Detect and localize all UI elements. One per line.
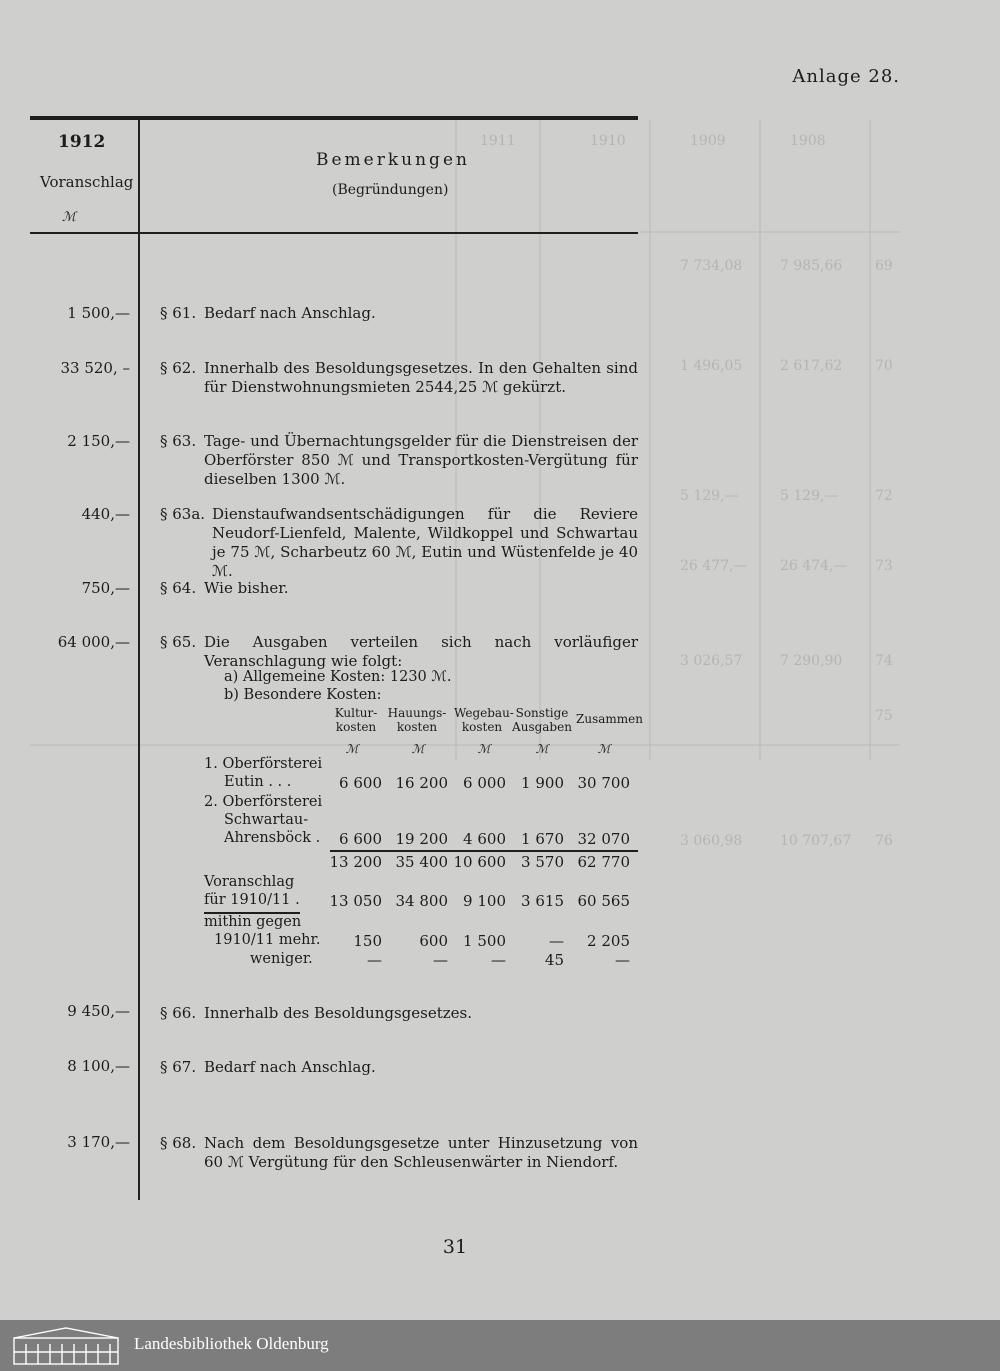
svg-text:7 290,90: 7 290,90 <box>780 653 843 669</box>
svg-text:76: 76 <box>875 833 893 849</box>
svg-text:7 985,66: 7 985,66 <box>780 258 843 274</box>
amount-65: 64 000,— <box>57 633 130 651</box>
text-63a: Dienstaufwandsentschädigungen für die Reviere Neudorf-Lienfeld, Malente, Wildkoppel und Schwartau je 75 ℳ, Scharbeutz 60 ℳ, Eutin und Wüstenfelde je 40 ℳ. <box>212 505 638 580</box>
less-sonstige: 45 <box>544 951 564 969</box>
amount-68: 3 170,— <box>67 1133 130 1151</box>
column-voranschlag: Voranschlag <box>40 173 134 191</box>
section-62: § 62. <box>160 359 197 377</box>
column-year: 1912 <box>58 132 106 152</box>
svg-text:69: 69 <box>875 258 893 274</box>
amount-67: 8 100,— <box>67 1057 130 1075</box>
annex-label: Anlage 28. <box>792 66 900 87</box>
svg-text:1909: 1909 <box>690 133 726 149</box>
col-zusammen: Zusammen <box>576 712 643 726</box>
svg-text:10 707,67: 10 707,67 <box>780 833 852 849</box>
svg-text:73: 73 <box>875 558 893 574</box>
text-65: Die Ausgaben verteilen sich nach vorläufiger Veranschlagung wie folgt: <box>204 633 638 670</box>
section-63a: § 63a. <box>160 505 206 523</box>
more-hauung: 600 <box>419 932 448 950</box>
svg-text:3 060,98: 3 060,98 <box>680 833 743 849</box>
unit-4: ℳ <box>535 742 549 756</box>
unit-2: ℳ <box>411 742 425 756</box>
sum-rule <box>330 850 638 852</box>
svg-text:5 129,—: 5 129,— <box>780 488 839 504</box>
row2-kultur: 6 600 <box>339 830 382 848</box>
amount-61: 1 500,— <box>67 304 130 322</box>
unit-5: ℳ <box>597 742 611 756</box>
sec65-special-costs: b) Besondere Kosten: <box>224 687 382 703</box>
svg-text:5 129,—: 5 129,— <box>680 488 739 504</box>
svg-text:75: 75 <box>875 708 893 724</box>
section-63: § 63. <box>160 432 197 450</box>
col-wegebaukosten: Wegebau- kosten <box>454 706 514 734</box>
section-66: § 66. <box>160 1004 197 1022</box>
svg-text:7 734,08: 7 734,08 <box>680 258 743 274</box>
sum-hauung: 35 400 <box>395 853 448 871</box>
row1-label: 1. Oberförsterei <box>204 756 323 772</box>
row1-sonstige: 1 900 <box>521 774 564 792</box>
text-67: Bedarf nach Anschlag. <box>204 1058 376 1076</box>
svg-text:1910: 1910 <box>590 133 626 149</box>
prev-zusammen: 60 565 <box>577 892 630 910</box>
prev-sonstige: 3 615 <box>521 892 564 910</box>
row1-sublabel: Eutin . . . <box>224 774 292 790</box>
prev-kultur: 13 050 <box>329 892 382 910</box>
header-rule-top <box>30 116 638 120</box>
column-bemerkungen: Bemerkungen <box>316 150 470 170</box>
text-68: Nach dem Besoldungsgesetze unter Hinzusetzung von 60 ℳ Vergütung für den Schleusenwärter in Niendorf. <box>204 1134 638 1171</box>
prev-hauung: 34 800 <box>395 892 448 910</box>
amount-63a: 440,— <box>81 505 130 523</box>
column-divider <box>138 120 140 1200</box>
svg-text:1911: 1911 <box>480 133 516 149</box>
less-kultur: — <box>367 951 382 969</box>
row1-wegebau: 6 000 <box>463 774 506 792</box>
col-hauungskosten: Hauungs- kosten <box>387 706 447 734</box>
text-62: Innerhalb des Besoldungsgesetzes. In den Gehalten sind für Dienstwohnungsmieten 2544,25 ℳ gekürzt. <box>204 359 638 396</box>
unit-1: ℳ <box>345 742 359 756</box>
more-sonstige: — <box>549 932 564 950</box>
prev-label-2: für 1910/11 . <box>204 892 300 908</box>
section-68: § 68. <box>160 1134 197 1152</box>
row2-label: 2. Oberförsterei <box>204 794 323 810</box>
more-zusammen: 2 205 <box>587 932 630 950</box>
svg-text:26 474,—: 26 474,— <box>780 558 848 574</box>
svg-text:3 026,57: 3 026,57 <box>680 653 743 669</box>
col-kulturkosten: Kultur- kosten <box>334 706 378 734</box>
text-63: Tage- und Übernachtungsgelder für die Dienstreisen der Oberförster 850 ℳ und Transportkosten-Vergütung für dieselben 1300 ℳ. <box>204 432 638 488</box>
less-label: weniger. <box>250 951 313 967</box>
less-zusammen: — <box>615 951 630 969</box>
sum-wegebau: 10 600 <box>453 853 506 871</box>
amount-62: 33 520, – <box>60 359 130 377</box>
amount-66: 9 450,— <box>67 1002 130 1020</box>
library-building-icon <box>10 1326 122 1366</box>
sum-zusammen: 62 770 <box>577 853 630 871</box>
text-64: Wie bisher. <box>204 579 289 597</box>
row2-sonstige: 1 670 <box>521 830 564 848</box>
section-64: § 64. <box>160 579 197 597</box>
section-65: § 65. <box>160 633 197 651</box>
row2-sublabel-2: Ahrensböck . <box>224 830 321 846</box>
text-61: Bedarf nach Anschlag. <box>204 304 376 322</box>
svg-text:1 496,05: 1 496,05 <box>680 358 743 374</box>
diff-label-1: mithin gegen <box>204 914 302 930</box>
diff-label-2: 1910/11 mehr. <box>214 932 321 948</box>
svg-text:26 477,—: 26 477,— <box>680 558 748 574</box>
less-hauung: — <box>433 951 448 969</box>
row2-zusammen: 32 070 <box>577 830 630 848</box>
svg-text:72: 72 <box>875 488 893 504</box>
section-61: § 61. <box>160 304 197 322</box>
sum-sonstige: 3 570 <box>521 853 564 871</box>
section-67: § 67. <box>160 1058 197 1076</box>
svg-text:74: 74 <box>875 653 893 669</box>
amount-64: 750,— <box>81 579 130 597</box>
column-begruendungen: (Begründungen) <box>332 182 449 198</box>
row1-zusammen: 30 700 <box>577 774 630 792</box>
text-66: Innerhalb des Besoldungsgesetzes. <box>204 1004 472 1022</box>
sec65-general-costs: a) Allgemeine Kosten: 1230 ℳ. <box>224 669 452 685</box>
footer-library-name: Landesbibliothek Oldenburg <box>134 1334 329 1353</box>
row2-wegebau: 4 600 <box>463 830 506 848</box>
less-wegebau: — <box>491 951 506 969</box>
row1-kultur: 6 600 <box>339 774 382 792</box>
col-sonstige-ausgaben: Sonstige Ausgaben <box>512 706 572 734</box>
more-kultur: 150 <box>353 932 382 950</box>
prev-wegebau: 9 100 <box>463 892 506 910</box>
sum-kultur: 13 200 <box>329 853 382 871</box>
more-wegebau: 1 500 <box>463 932 506 950</box>
svg-text:1908: 1908 <box>790 133 826 149</box>
row2-sublabel-1: Schwartau- <box>224 812 309 828</box>
header-rule-bottom <box>30 232 638 234</box>
svg-text:70: 70 <box>875 358 893 374</box>
row2-hauung: 19 200 <box>395 830 448 848</box>
amount-63: 2 150,— <box>67 432 130 450</box>
footer-bar <box>0 1320 1000 1371</box>
page-number: 31 <box>442 1236 468 1258</box>
svg-text:2 617,62: 2 617,62 <box>780 358 843 374</box>
unit-3: ℳ <box>477 742 491 756</box>
column-currency: ℳ <box>62 210 76 225</box>
row1-hauung: 16 200 <box>395 774 448 792</box>
prev-label-1: Voranschlag <box>204 874 295 890</box>
